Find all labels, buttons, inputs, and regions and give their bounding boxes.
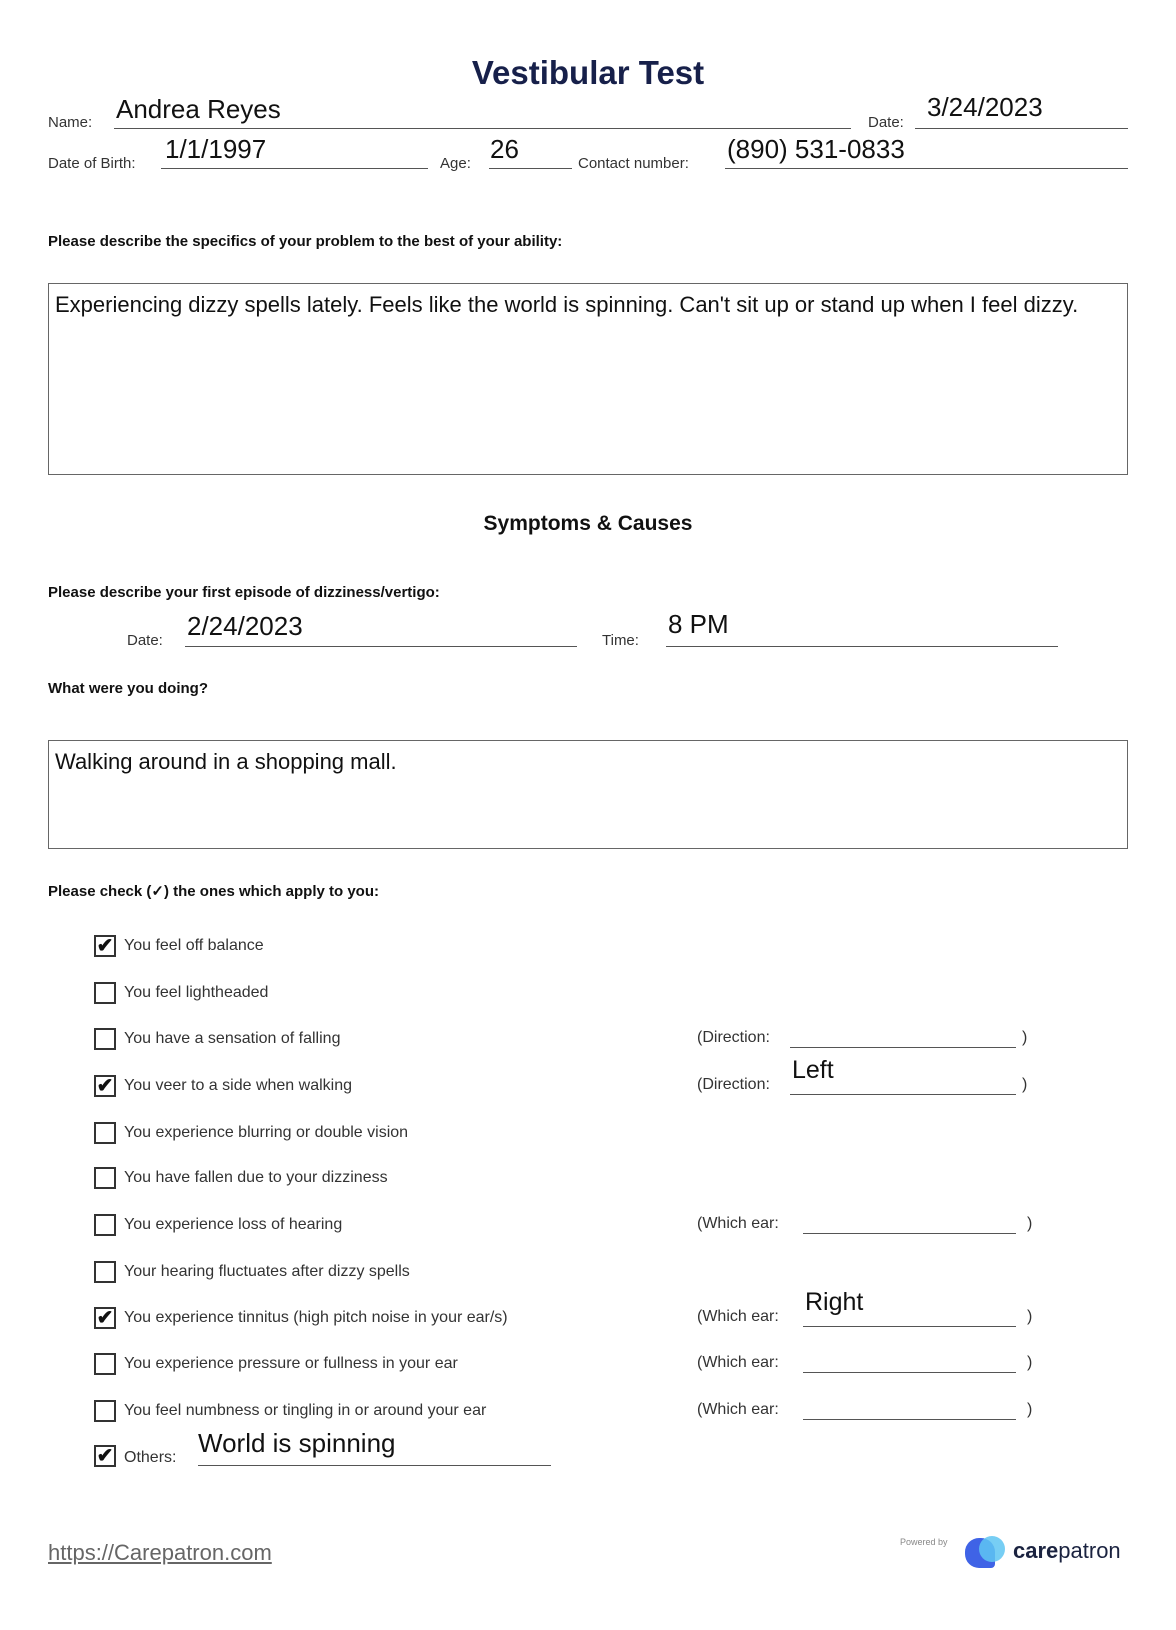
checklist-item-label: You feel off balance [124,937,264,954]
others-label: Others: [124,1449,177,1466]
checklist-extra-label: (Which ear: [697,1308,779,1325]
date-value[interactable]: 3/24/2023 [927,92,1043,122]
episode-date-value[interactable]: 2/24/2023 [187,611,303,641]
checkbox[interactable] [94,1214,116,1236]
carepatron-wordmark [1013,1538,1121,1564]
carepatron-link[interactable]: https://Carepatron.com [48,1540,272,1565]
checklist-extra-label: (Direction: [697,1029,770,1046]
date-label: Date: [868,114,904,131]
checklist-item-label: Your hearing fluctuates after dizzy spells [124,1263,410,1280]
checklist-item-label: You have fallen due to your dizziness [124,1169,388,1186]
age-label: Age: [440,155,471,172]
checklist-item-label: You veer to a side when walking [124,1077,352,1094]
others-checkbox[interactable] [94,1445,116,1467]
checklist-extra-value[interactable]: Right [805,1288,864,1316]
doing-prompt: What were you doing? [48,680,208,697]
episode-time-label: Time: [602,632,639,649]
contact-label: Contact number: [578,155,689,172]
check-mark-icon: ✔ [96,1307,114,1329]
checkbox[interactable] [94,1261,116,1283]
episode-time-line [666,646,1058,647]
checklist-item-label: You experience pressure or fullness in your ear [124,1355,458,1372]
contact-line [725,168,1128,169]
checklist-extra-line [790,1047,1016,1048]
checklist-extra-close: ) [1022,1029,1028,1046]
episode-date-line [185,646,577,647]
checkbox[interactable] [94,1307,116,1329]
page-title: Vestibular Test [471,54,705,91]
date-line [915,128,1128,129]
checklist-extra-label: (Which ear: [697,1401,779,1418]
checklist-extra-close: ) [1027,1308,1033,1325]
checklist-item-label: You experience loss of hearing [124,1216,343,1233]
checklist-extra-close: ) [1027,1354,1033,1371]
checkbox[interactable] [94,935,116,957]
checkbox[interactable] [94,982,116,1004]
powered-by-label: Powered by [900,1537,948,1547]
age-line [489,168,572,169]
age-value[interactable]: 26 [490,134,519,164]
checklist-extra-line [790,1094,1016,1095]
checklist-extra-close: ) [1027,1215,1033,1232]
checklist-extra-line [803,1419,1016,1420]
checklist-item-label: You experience tinnitus (high pitch noise in your ear/s) [124,1309,508,1326]
first-episode-prompt: Please describe your first episode of dizziness/vertigo: [48,584,440,601]
problem-prompt: Please describe the specifics of your problem to the best of your ability: [48,233,563,250]
check-mark-icon: ✔ [96,1445,114,1467]
contact-value[interactable]: (890) 531-0833 [727,134,905,164]
checklist-extra-line [803,1233,1016,1234]
problem-textarea[interactable]: Experiencing dizzy spells lately. Feels like the world is spinning. Can't sit up or stand up when I feel dizzy. [48,283,1128,475]
check-mark-icon: ✔ [96,935,114,957]
name-line [114,128,851,129]
checkbox[interactable] [94,1075,116,1097]
checkbox[interactable] [94,1167,116,1189]
checklist-extra-label: (Direction: [697,1076,770,1093]
checkbox[interactable] [94,1122,116,1144]
checklist-item-label: You have a sensation of falling [124,1030,341,1047]
dob-value[interactable]: 1/1/1997 [165,134,267,164]
symptoms-heading: Symptoms & Causes [483,512,693,535]
dob-line [161,168,428,169]
checklist-item-label: You experience blurring or double vision [124,1124,409,1141]
checklist-extra-line [803,1326,1016,1327]
doing-textarea[interactable]: Walking around in a shopping mall. [48,740,1128,849]
checklist-extra-label: (Which ear: [697,1354,779,1371]
checkbox[interactable] [94,1028,116,1050]
checklist-extra-line [803,1372,1016,1373]
checklist-extra-label: (Which ear: [697,1215,779,1232]
checkbox[interactable] [94,1400,116,1422]
checkbox[interactable] [94,1353,116,1375]
checklist-item-label: You feel numbness or tingling in or around your ear [124,1402,487,1419]
brand-rest: patron [1058,1538,1121,1563]
others-value[interactable]: World is spinning [198,1428,396,1458]
checklist-extra-value[interactable]: Left [792,1056,834,1084]
carepatron-logo-icon [965,1536,1009,1568]
check-mark-icon: ✔ [96,1075,114,1097]
checklist-prompt: Please check (✓) the ones which apply to you: [48,883,379,900]
name-value[interactable]: Andrea Reyes [116,94,281,124]
brand-bold: care [1013,1538,1059,1563]
name-label: Name: [48,114,93,131]
episode-time-value[interactable]: 8 PM [668,609,729,639]
episode-date-label: Date: [127,632,163,649]
checklist-extra-close: ) [1027,1401,1033,1418]
others-line [198,1465,551,1466]
dob-label: Date of Birth: [48,155,136,172]
checklist-extra-close: ) [1022,1076,1028,1093]
checklist-item-label: You feel lightheaded [124,984,269,1001]
